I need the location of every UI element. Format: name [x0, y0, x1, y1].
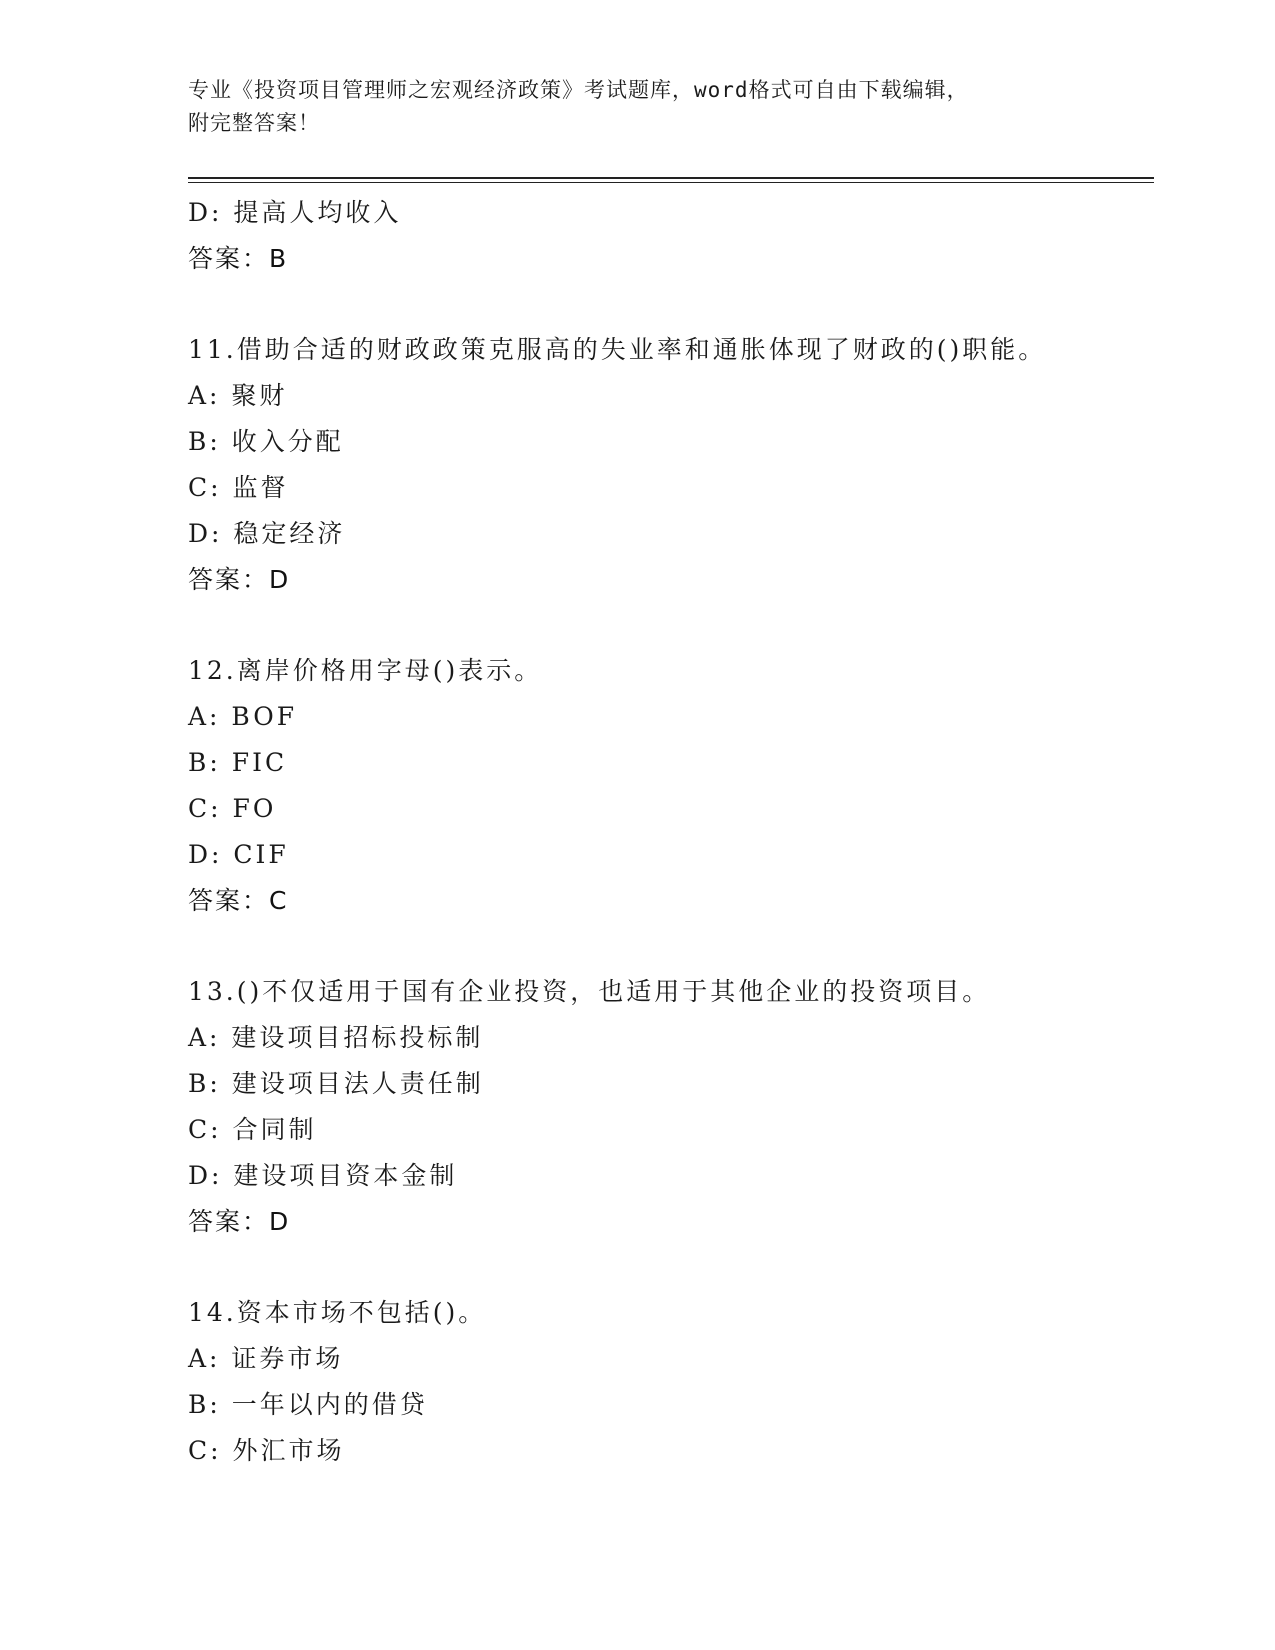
option-b: B: 一年以内的借贷 [188, 1390, 428, 1419]
option-d: D: 建设项目资本金制 [188, 1161, 458, 1190]
option-b: B: 收入分配 [188, 427, 344, 456]
answer-line: 答案：C [188, 886, 289, 915]
answer-line: 答案：D [188, 1207, 291, 1236]
option-c: C: 合同制 [188, 1115, 317, 1144]
option-c: C: 监督 [188, 473, 289, 502]
question-12 [188, 648, 1154, 924]
question-13 [188, 969, 1154, 1245]
spacer [188, 1245, 1154, 1290]
option-a: A: 建设项目招标投标制 [188, 1023, 484, 1052]
question-stem: 12.离岸价格用字母()表示。 [188, 656, 543, 685]
question-14 [188, 1290, 1154, 1474]
spacer [188, 924, 1154, 969]
question-11 [188, 327, 1154, 603]
option-c: C: FO [188, 794, 277, 823]
question-list [188, 190, 1154, 1474]
option-d: D: 提高人均收入 [188, 198, 402, 227]
spacer [188, 603, 1154, 648]
header-note [188, 74, 1088, 140]
option-a: A: 聚财 [188, 381, 288, 410]
option-d: D: 稳定经济 [188, 519, 346, 548]
spacer [188, 282, 1154, 327]
header-note-line-2: 附完整答案！ [188, 111, 320, 135]
option-b: B: FIC [188, 748, 288, 777]
header-note-line-1: 专业《投资项目管理师之宏观经济政策》考试题库，word格式可自由下载编辑， [188, 78, 969, 102]
question-stem: 14.资本市场不包括()。 [188, 1298, 487, 1327]
answer-line: 答案：D [188, 565, 291, 594]
option-d: D: CIF [188, 840, 289, 869]
answer-line: 答案：B [188, 244, 289, 273]
option-c: C: 外汇市场 [188, 1436, 345, 1465]
question-stem: 11.借助合适的财政政策克服高的失业率和通胀体现了财政的()职能。 [188, 335, 1047, 364]
option-a: A: BOF [188, 702, 298, 731]
option-a: A: 证券市场 [188, 1344, 344, 1373]
question-10-tail [188, 190, 1154, 282]
question-stem: 13.()不仅适用于国有企业投资，也适用于其他企业的投资项目。 [188, 977, 991, 1006]
header-divider [188, 177, 1154, 183]
option-b: B: 建设项目法人责任制 [188, 1069, 484, 1098]
